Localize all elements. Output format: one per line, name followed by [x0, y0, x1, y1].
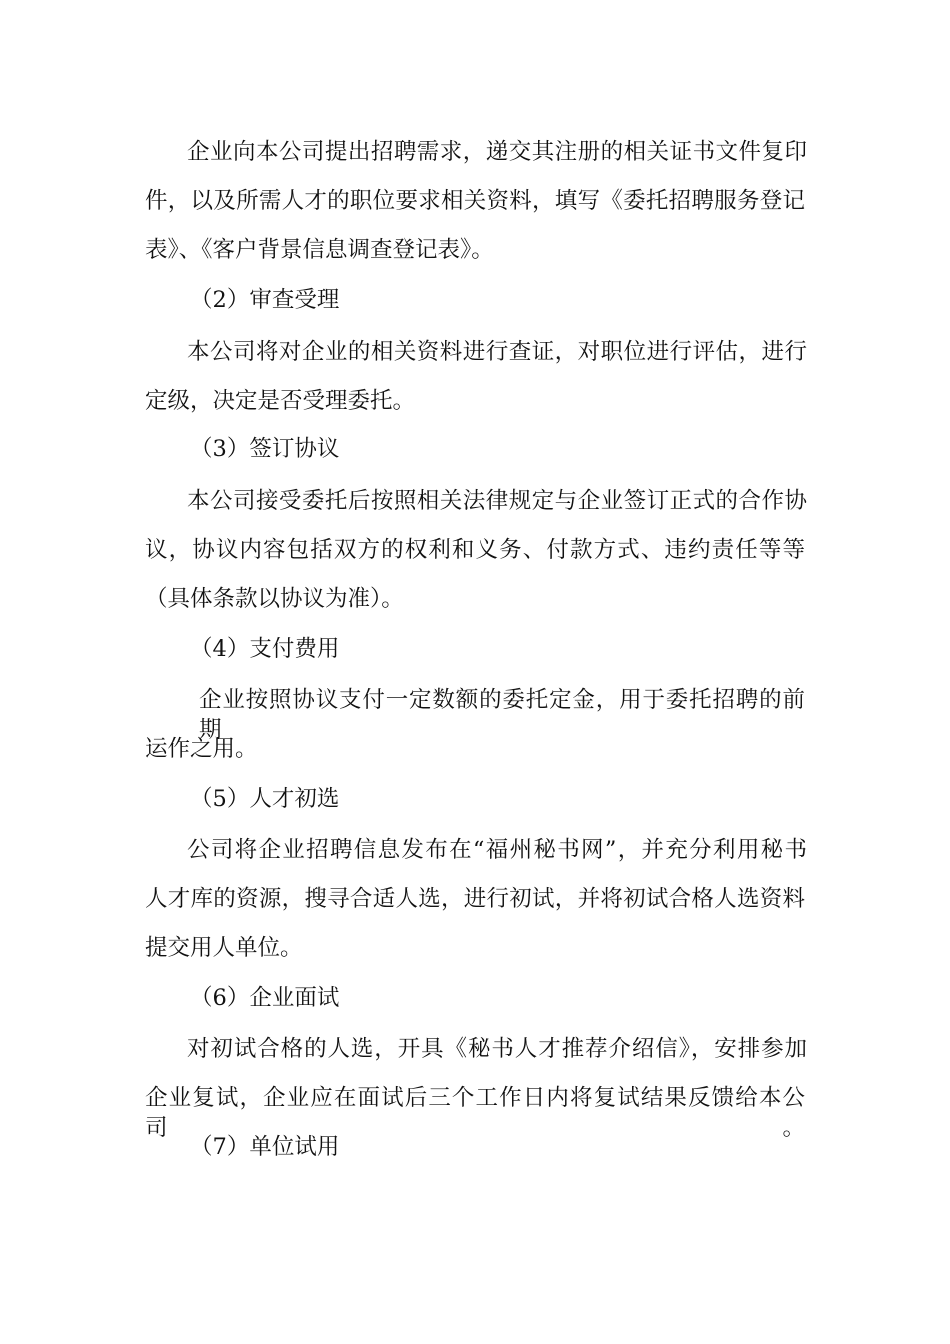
- paragraph-4-line-1: 企业按照协议支付一定数额的委托定金，用于委托招聘的前期: [199, 687, 805, 743]
- paragraph-3-line-3: （具体条款以协议为准）。: [145, 586, 404, 612]
- paragraph-1-line-1: 企业向本公司提出招聘需求，递交其注册的相关证书文件复印: [187, 139, 807, 165]
- paragraph-1-line-2: 件，以及所需人才的职位要求相关资料，填写《委托招聘服务登记: [145, 188, 805, 214]
- paragraph-5-line-2: 人才库的资源，搜寻合适人选，进行初试，并将初试合格人选资料: [145, 886, 805, 912]
- paragraph-1-line-3: 表》、《客户背景信息调查登记表》。: [145, 237, 494, 263]
- section-heading-4: （4）支付费用: [190, 636, 340, 662]
- paragraph-2-line-1: 本公司将对企业的相关资料进行查证，对职位进行评估，进行: [187, 339, 807, 365]
- paragraph-2-line-2: 定级，决定是否受理委托。: [145, 388, 416, 414]
- paragraph-6-line-1: 对初试合格的人选，开具《秘书人才推荐介绍信》，安排参加: [187, 1036, 807, 1062]
- paragraph-6-line-2: 企业复试，企业应在面试后三个工作日内将复试结果反馈给本公司。: [145, 1085, 805, 1141]
- paragraph-5-line-3: 提交用人单位。: [145, 935, 303, 961]
- section-heading-7: （7）单位试用: [190, 1134, 340, 1160]
- paragraph-3-line-1: 本公司接受委托后按照相关法律规定与企业签订正式的合作协: [187, 488, 807, 514]
- section-heading-5: （5）人才初选: [190, 786, 340, 812]
- paragraph-4-line-2: 运作之用。: [145, 736, 258, 762]
- paragraph-5-line-1: 公司将企业招聘信息发布在“福州秘书网”，并充分利用秘书: [187, 837, 807, 863]
- section-heading-3: （3）签订协议: [190, 436, 340, 462]
- paragraph-3-line-2: 议，协议内容包括双方的权利和义务、付款方式、违约责任等等: [145, 537, 805, 563]
- section-heading-6: （6）企业面试: [190, 985, 340, 1011]
- section-heading-2: （2）审查受理: [190, 287, 340, 313]
